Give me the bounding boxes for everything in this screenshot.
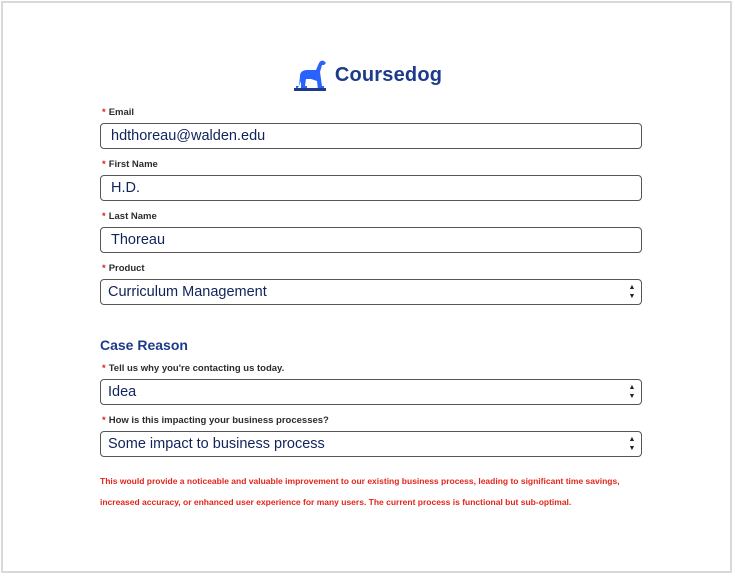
required-marker: * bbox=[102, 107, 106, 118]
impact-select[interactable] bbox=[100, 431, 642, 457]
reason-label: * Tell us why you're contacting us today. bbox=[102, 363, 285, 374]
email-input[interactable]: hdthoreau@walden.edu bbox=[100, 123, 642, 149]
last-name-input[interactable]: Thoreau bbox=[100, 227, 642, 253]
email-field-group bbox=[100, 107, 642, 149]
product-field-group bbox=[100, 263, 642, 305]
case-reason-heading: Case Reason bbox=[100, 337, 188, 353]
product-select[interactable] bbox=[100, 279, 642, 305]
first-name-field-group bbox=[100, 159, 642, 201]
required-marker: * bbox=[102, 159, 106, 170]
required-marker: * bbox=[102, 415, 106, 426]
first-name-label: * First Name bbox=[102, 159, 158, 170]
brand-header bbox=[3, 59, 730, 91]
required-marker: * bbox=[102, 263, 106, 274]
contact-form bbox=[100, 107, 642, 513]
last-name-field-group bbox=[100, 211, 642, 253]
email-label: * Email bbox=[102, 107, 135, 118]
select-arrows-icon: ▲ ▼ bbox=[628, 436, 636, 452]
reason-select[interactable] bbox=[100, 379, 642, 405]
product-select-value: Curriculum Management bbox=[108, 284, 267, 300]
impact-field-group bbox=[100, 415, 642, 457]
select-arrows-icon: ▲ ▼ bbox=[628, 384, 636, 400]
reason-field-group bbox=[100, 363, 642, 405]
impact-helper-text: This would provide a noticeable and valuable improvement to our existing business process, leading to significant time savings, increased accuracy, or enhanced user experience for many users. The current process is functional but sub-optimal. bbox=[100, 476, 620, 507]
last-name-label: * Last Name bbox=[102, 211, 157, 222]
required-marker: * bbox=[102, 363, 106, 374]
impact-label: * How is this impacting your business processes? bbox=[102, 415, 329, 426]
brand-name: Coursedog bbox=[334, 63, 443, 86]
reason-select-value: Idea bbox=[108, 384, 137, 400]
impact-select-value: Some impact to business process bbox=[108, 436, 325, 452]
required-marker: * bbox=[102, 211, 106, 222]
greyhound-dog-logo-icon bbox=[291, 59, 327, 91]
first-name-input[interactable]: H.D. bbox=[100, 175, 642, 201]
product-label: * Product bbox=[102, 263, 145, 274]
select-arrows-icon: ▲ ▼ bbox=[628, 284, 636, 300]
page-frame bbox=[1, 1, 732, 573]
